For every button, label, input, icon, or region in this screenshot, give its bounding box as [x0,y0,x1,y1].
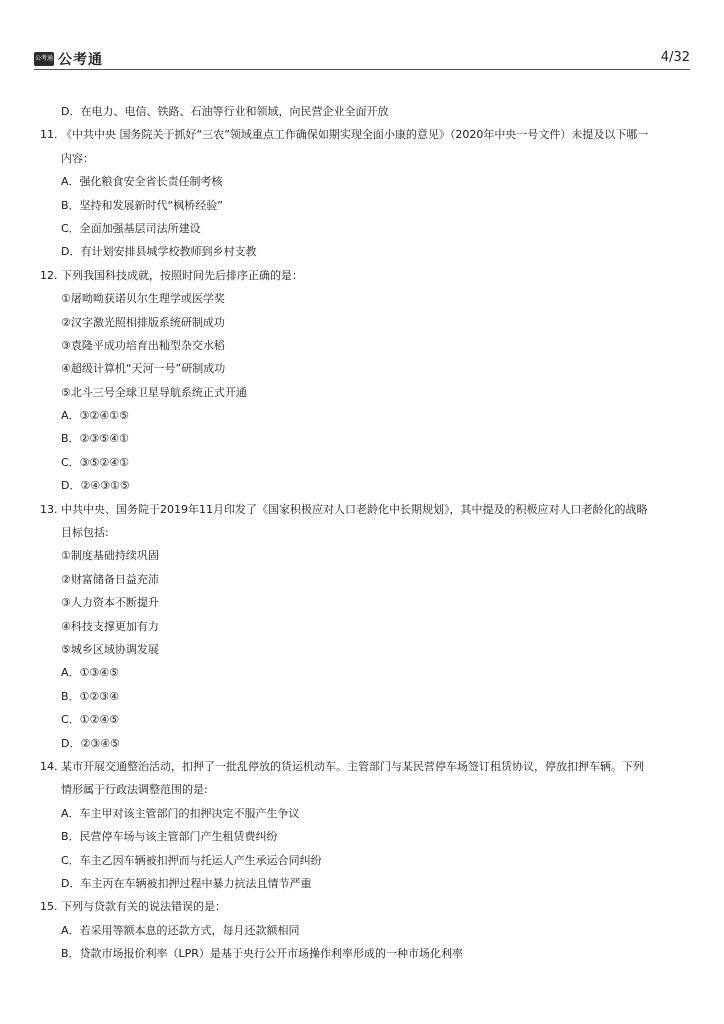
question-text: 下列我国科技成就，按照时间先后排序正确的是： [61,268,303,282]
option-line: B．民营停车场与该主管部门产生租赁费纠纷 [61,830,278,844]
logo-icon: 公考通 [34,52,54,66]
question-text-cont: 目标包括: [61,526,109,540]
header-divider [34,69,690,70]
option-line: A．③②④①⑤ [61,409,129,423]
option-line: C．③⑤②④① [61,455,129,469]
brand-logo [34,49,103,69]
question-text: 下列与贷款有关的说法错误的是： [61,900,226,914]
question-14 [40,755,690,778]
question-13 [40,498,690,521]
statement-line: ④科技支撑更加有力 [61,619,159,633]
question-number: 12. [40,268,58,282]
option-line: D．②④③①⑤ [61,479,130,493]
statement-line: ④超级计算机“天河一号”研制成功 [61,362,226,376]
option-line: D．车主丙在车辆被扣押过程中暴力抗法且情节严重 [61,876,312,890]
question-11 [40,123,690,146]
statement-line: ③人力资本不断提升 [61,596,159,610]
option-line: B．②③⑤④① [61,432,129,446]
option-line: B．贷款市场报价利率（LPR）是基于央行公开市场操作利率形成的一种市场化利率 [61,947,463,961]
question-text: 某市开展交通整治活动，扣押了一批乱停放的货运机动车。主管部门与某民营停车场签订租赁协议，停放扣押车辆。下列 [61,759,644,773]
option-line: A．强化粮食安全省长责任制考核 [61,175,223,189]
question-text-cont: 内容： [61,151,94,165]
statement-line: ⑤北斗三号全球卫星导航系统正式开通 [61,385,247,399]
option-line: B．①②③④ [61,689,119,703]
statement-line: ①制度基础持续巩固 [61,549,159,563]
option-line: D．有计划安排县城学校教师到乡村支教 [61,245,257,259]
logo-text: 公考通 [58,52,103,68]
statement-line: ③袁隆平成功培育出籼型杂交水稻 [61,338,225,352]
question-text-cont: 情形属于行政法调整范围的是: [61,783,208,797]
option-line: A．车主甲对该主管部门的扣押决定不服产生争议 [61,806,300,820]
question-number: 11. [40,128,58,142]
statement-line: ①屠呦呦获诺贝尔生理学或医学奖 [61,292,225,306]
option-line: D．②③④⑤ [61,736,120,750]
option-line: B．坚持和发展新时代“枫桥经验” [61,198,223,212]
option-line: D．在电力、电信、铁路、石油等行业和领域，向民营企业全面开放 [61,105,389,118]
statement-line: ⑤城乡区域协调发展 [61,642,159,656]
option-line: C．①②④⑤ [61,713,120,727]
page-number: 4/32 [660,50,690,65]
question-text: 《中共中央 国务院关于抓好“三农”领域重点工作确保如期实现全面小康的意见》（2020年中央一号文件）未提及以下哪一 [61,128,649,142]
document-body [40,100,690,965]
question-text: 中共中央、国务院于2019年11月印发了《国家积极应对人口老龄化中长期规划》，其中提及的积极应对人口老龄化的战略 [61,502,648,516]
option-line: A．①③④⑤ [61,666,119,680]
question-15 [40,895,690,918]
question-number: 14. [40,759,58,773]
statement-line: ②财富储备日益充沛 [61,572,159,586]
option-line: C．车主乙因车辆被扣押而与托运人产生承运合同纠纷 [61,853,322,867]
question-number: 13. [40,502,58,516]
statement-line: ②汉字激光照相排版系统研制成功 [61,315,225,329]
page-header [34,48,690,70]
option-line: C．全面加强基层司法所建设 [61,221,201,235]
option-line: A．若采用等额本息的还款方式，每月还款额相同 [61,923,300,937]
question-number: 15. [40,900,58,914]
question-12 [40,264,690,287]
